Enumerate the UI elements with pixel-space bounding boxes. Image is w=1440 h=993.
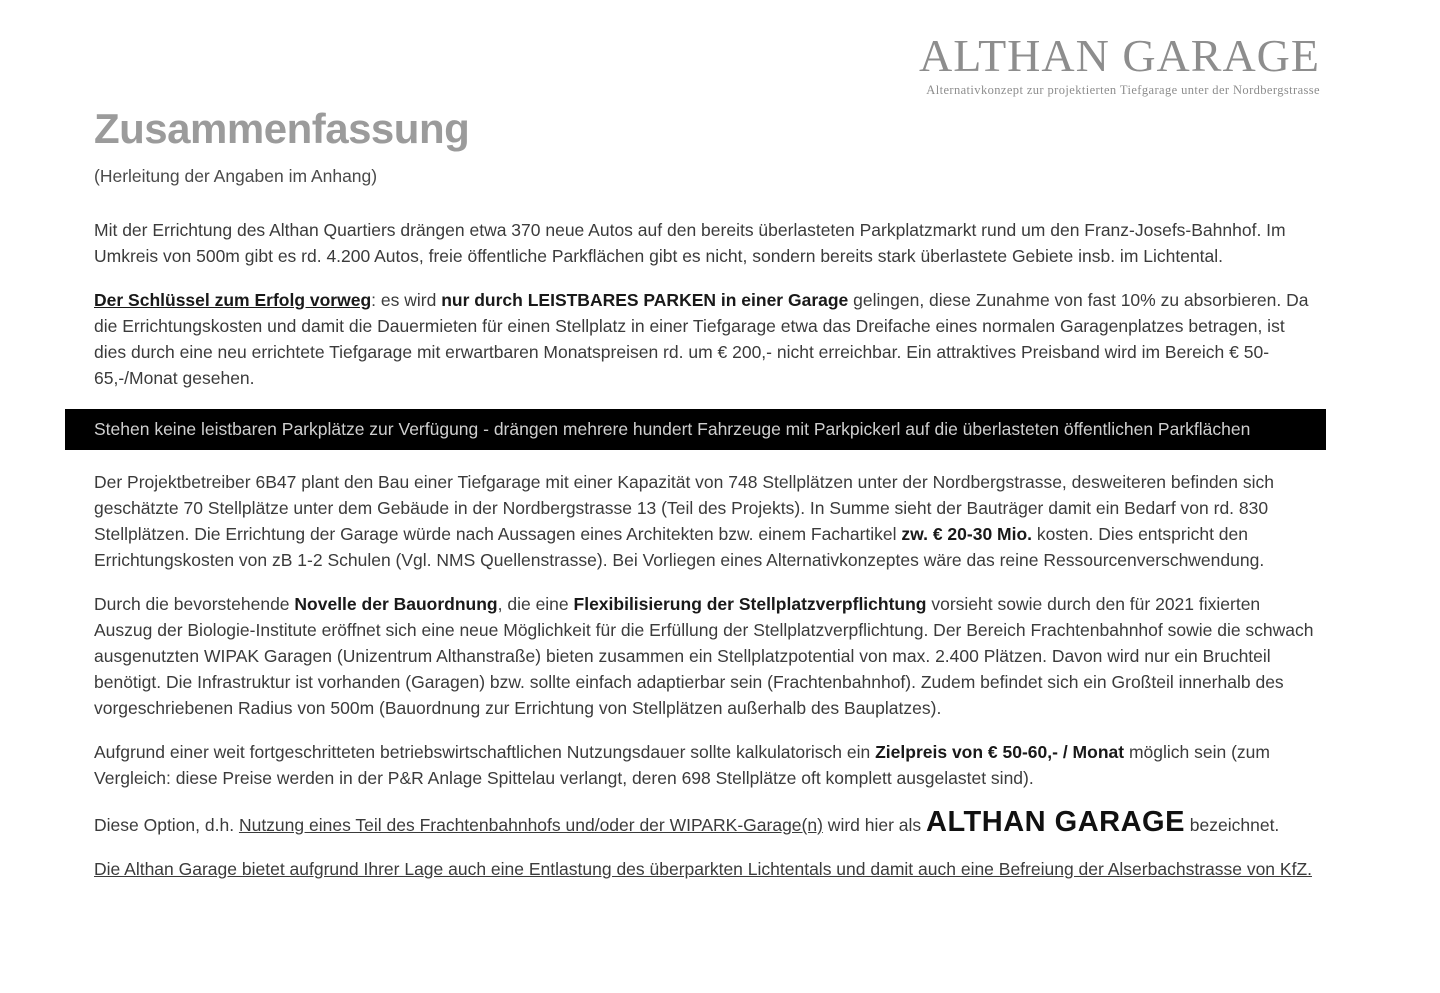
page-subtitle: (Herleitung der Angaben im Anhang) (94, 166, 378, 187)
definition-seg2: wird hier als (822, 815, 927, 836)
page-title: Zusammenfassung (94, 105, 470, 152)
logo-wordmark: ALTHAN GARAGE (918, 30, 1320, 81)
price-seg2: möglich sein (zum Vergleich: diese Preise werden in der P&R Anlage Spittelau verlangt, deren 698 Stellplätze oft komplett ausgelastet sind). (94, 742, 1270, 789)
paragraph-opportunity (94, 591, 1320, 721)
project-cost-bold: zw. € 20-30 Mio. (901, 524, 1033, 545)
definition-seg3: bezeichnet. (1184, 815, 1280, 836)
paragraph-price (94, 739, 1320, 791)
definition-seg1: Diese Option, d.h. (94, 815, 239, 836)
document-content (94, 106, 1320, 900)
key-message-seg2: gelingen, diese Zunahme von fast 10% zu absorbieren. Da die Errichtungskosten und damit die Dauermieten für einen Stellplatz in einer Tiefgarage etwa das Dreifache eines normalen Garagenplatzes betragen, ist dies durch eine neu errichtete Tiefgarage mit erwartbaren Monatspreisen rd. um € 200,- nicht erreichbar. Ein attraktives Preisband wird im Bereich € 50-65,-/Monat gesehen. (94, 290, 1309, 389)
key-message-bold: nur durch LEISTBARES PARKEN in einer Garage (441, 290, 849, 311)
opportunity-bold2: Flexibilisierung der Stellplatzverpflichtung (573, 594, 927, 615)
opportunity-seg3: vorsieht sowie durch den für 2021 fixierten Auszug der Biologie-Institute eröffnet sich eine neue Möglichkeit für die Erfüllung der Stellplatzverpflichtung. Der Bereich Frachtenbahnhof sowie die schwach ausgenutzten WIPAK Garagen (Unizentrum Althanstraße) bieten zusammen ein Stellplatzpotential von max. 2.400 Plätzen. Davon wird nur ein Bruchteil benötigt. Die Infrastruktur ist vorhanden (Garagen) bzw. sollte einfach adaptierbar sein (Frachtenbahnhof). Zudem befindet sich ein Großteil innerhalb des vorgeschriebenen Radius von 500m (Bauordnung zur Errichtung von Stellplätzen außerhalb des Bauplatzes). (94, 594, 1314, 719)
paragraph-definition (94, 806, 1320, 839)
opportunity-bold1: Novelle der Bauordnung (294, 594, 498, 615)
price-seg1: Aufgrund einer weit fortgeschritteten betriebswirtschaftlichen Nutzungsdauer sollte kalkulatorisch ein (94, 742, 876, 763)
closing-text: Die Althan Garage bietet aufgrund Ihrer Lage auch eine Entlastung des überparkten Lichtentals und damit auch eine Befreiung der Alserbachstrasse von KfZ. (94, 859, 1312, 880)
paragraph-key-message (94, 287, 1320, 391)
logo-tagline: Alternativkonzept zur projektierten Tiefgarage unter der Nordbergstrasse (926, 83, 1320, 98)
althan-garage-inline-brand: ALTHAN GARAGE (926, 806, 1185, 839)
paragraph-project (94, 469, 1320, 573)
highlight-banner (65, 409, 1326, 450)
opportunity-seg1: Durch die bevorstehende (94, 594, 295, 615)
key-message-seg1: : es wird (371, 290, 442, 311)
paragraph-intro (94, 217, 1320, 269)
project-seg1: Der Projektbetreiber 6B47 plant den Bau einer Tiefgarage mit einer Kapazität von 748 Stellplätzen unter der Nordbergstrasse, desweiteren befinden sich geschätzte 70 Stellplätze unter dem Gebäude in der Nordbergstrasse 13 (Teil des Projekts). In Summe sieht der Bauträger damit ein Bedarf von rd. 830 Stellplätzen. Die Errichtung der Garage würde nach Aussagen eines Architekten bzw. einem Fachartikel (94, 472, 1275, 545)
paragraph-closing (94, 856, 1320, 882)
definition-underline: Nutzung eines Teil des Frachtenbahnhofs und/oder der WIPARK-Garage(n) (238, 815, 823, 836)
opportunity-seg2: , die eine (497, 594, 574, 615)
paragraph-intro-text: Mit der Errichtung des Althan Quartiers drängen etwa 370 neue Autos auf den bereits überlasteten Parkplatzmarkt rund um den Franz-Josefs-Bahnhof. Im Umkreis von 500m gibt es rd. 4.200 Autos, freie öffentliche Parkflächen gibt es nicht, sondern bereits stark überlastete Gebiete insb. im Lichtental. (94, 220, 1286, 267)
highlight-banner-text: Stehen keine leistbaren Parkplätze zur Verfügung - drängen mehrere hundert Fahrzeuge mit Parkpickerl auf die überlasteten öffentlichen Parkflächen (94, 419, 1251, 440)
price-target-bold: Zielpreis von € 50-60,- / Monat (875, 742, 1125, 763)
althan-garage-logo (919, 32, 1320, 98)
key-message-lead: Der Schlüssel zum Erfolg vorweg (94, 290, 372, 311)
project-seg2: kosten. Dies entspricht den Errichtungskosten von zB 1-2 Schulen (Vgl. NMS Quellenstrasse). Bei Vorliegen eines Alternativkonzeptes wäre das reine Ressourcenverschwendung. (94, 524, 1265, 571)
